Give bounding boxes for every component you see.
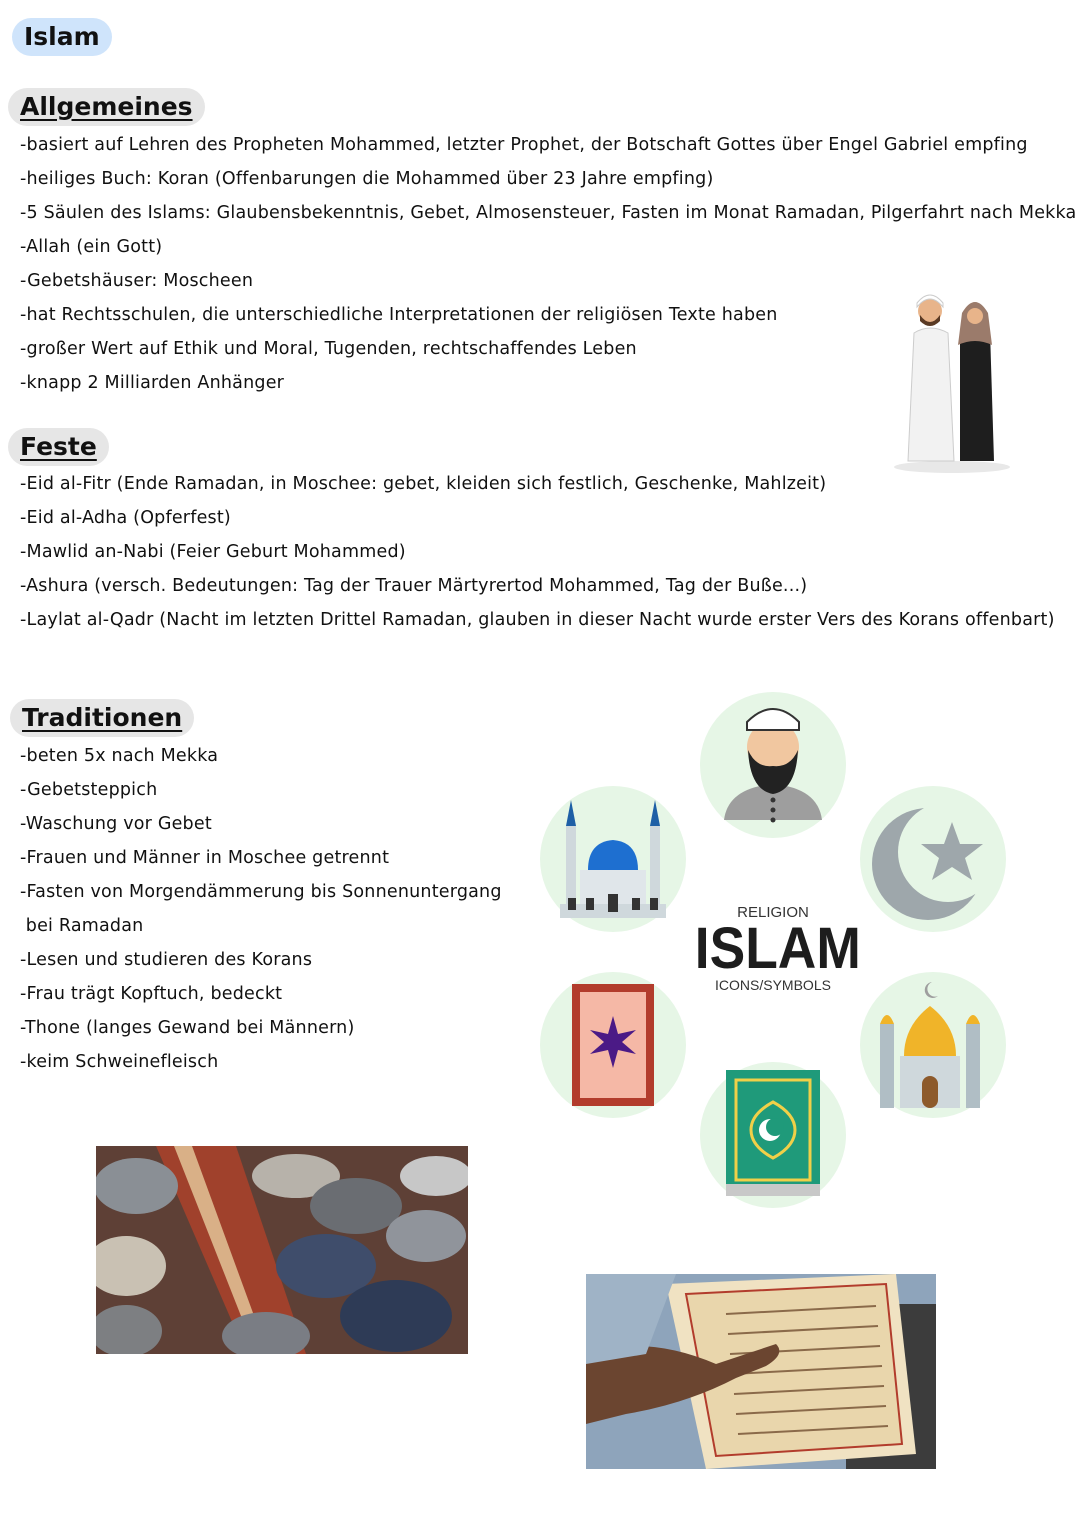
quran-reading-photo [586, 1274, 936, 1469]
list-item: -Eid al-Fitr (Ende Ramadan, in Moschee: gebet, kleiden sich festlich, Geschenke, Mahlzeit) [20, 474, 827, 494]
list-item: -Thone (langes Gewand bei Männern) [20, 1018, 355, 1038]
feste-list [20, 467, 1055, 637]
muslim-couple-illustration [890, 285, 1020, 475]
quran-icon [700, 1062, 846, 1208]
mosque-icon [540, 786, 686, 932]
imam-icon [700, 692, 846, 838]
list-item: -Eid al-Adha (Opferfest) [20, 508, 231, 528]
list-item: -heiliges Buch: Koran (Offenbarungen die Mohammed über 23 Jahre empfing) [20, 169, 714, 189]
list-item: bei Ramadan [20, 916, 144, 936]
traditionen-list [20, 739, 502, 1079]
list-item: -basiert auf Lehren des Propheten Mohammed, letzter Prophet, der Botschaft Gottes über Engel Gabriel empfing [20, 135, 1028, 155]
icons-symbols-label: ICONS/SYMBOLS [715, 977, 831, 993]
list-item: -Frauen und Männer in Moschee getrennt [20, 848, 390, 868]
list-item: -hat Rechtsschulen, die unterschiedliche Interpretationen der religiösen Texte haben [20, 305, 778, 325]
list-item: -großer Wert auf Ethik und Moral, Tugenden, rechtschaffendes Leben [20, 339, 637, 359]
islam-label-block [688, 904, 861, 993]
list-item: -Lesen und studieren des Korans [20, 950, 313, 970]
islam-label: ISLAM [694, 916, 861, 981]
list-item: -Gebetsteppich [20, 780, 158, 800]
section-heading-feste: Feste [8, 428, 109, 466]
list-item: -5 Säulen des Islams: Glaubensbekenntnis, Gebet, Almosensteuer, Fasten im Monat Ramadan, Pilgerfahrt nach Mekka [20, 203, 1077, 223]
list-item: -Laylat al-Qadr (Nacht im letzten Drittel Ramadan, glauben in dieser Nacht wurde erster Vers des Korans offenbart) [20, 610, 1055, 630]
section-heading-allgemeines: Allgemeines [8, 88, 205, 126]
islam-icons-graphic [538, 690, 1008, 1210]
prayer-photo [96, 1146, 468, 1354]
list-item: -knapp 2 Milliarden Anhänger [20, 373, 285, 393]
list-item: -Gebetshäuser: Moscheen [20, 271, 254, 291]
list-item: -Frau trägt Kopftuch, bedeckt [20, 984, 283, 1004]
list-item: -Waschung vor Gebet [20, 814, 212, 834]
golden-mosque-icon [860, 972, 1006, 1118]
crescent-star-icon [860, 786, 1006, 932]
list-item: -Fasten von Morgendämmerung bis Sonnenuntergang [20, 882, 502, 902]
prayer-rug-icon [540, 972, 686, 1118]
religion-label: RELIGION [737, 904, 809, 921]
list-item: -Allah (ein Gott) [20, 237, 163, 257]
list-item: -Ashura (versch. Bedeutungen: Tag der Trauer Märtyrertod Mohammed, Tag der Buße...) [20, 576, 808, 596]
page-title: Islam [12, 18, 112, 56]
list-item: -beten 5x nach Mekka [20, 746, 219, 766]
list-item: -Mawlid an-Nabi (Feier Geburt Mohammed) [20, 542, 406, 562]
section-heading-traditionen: Traditionen [10, 699, 194, 737]
list-item: -keim Schweinefleisch [20, 1052, 219, 1072]
